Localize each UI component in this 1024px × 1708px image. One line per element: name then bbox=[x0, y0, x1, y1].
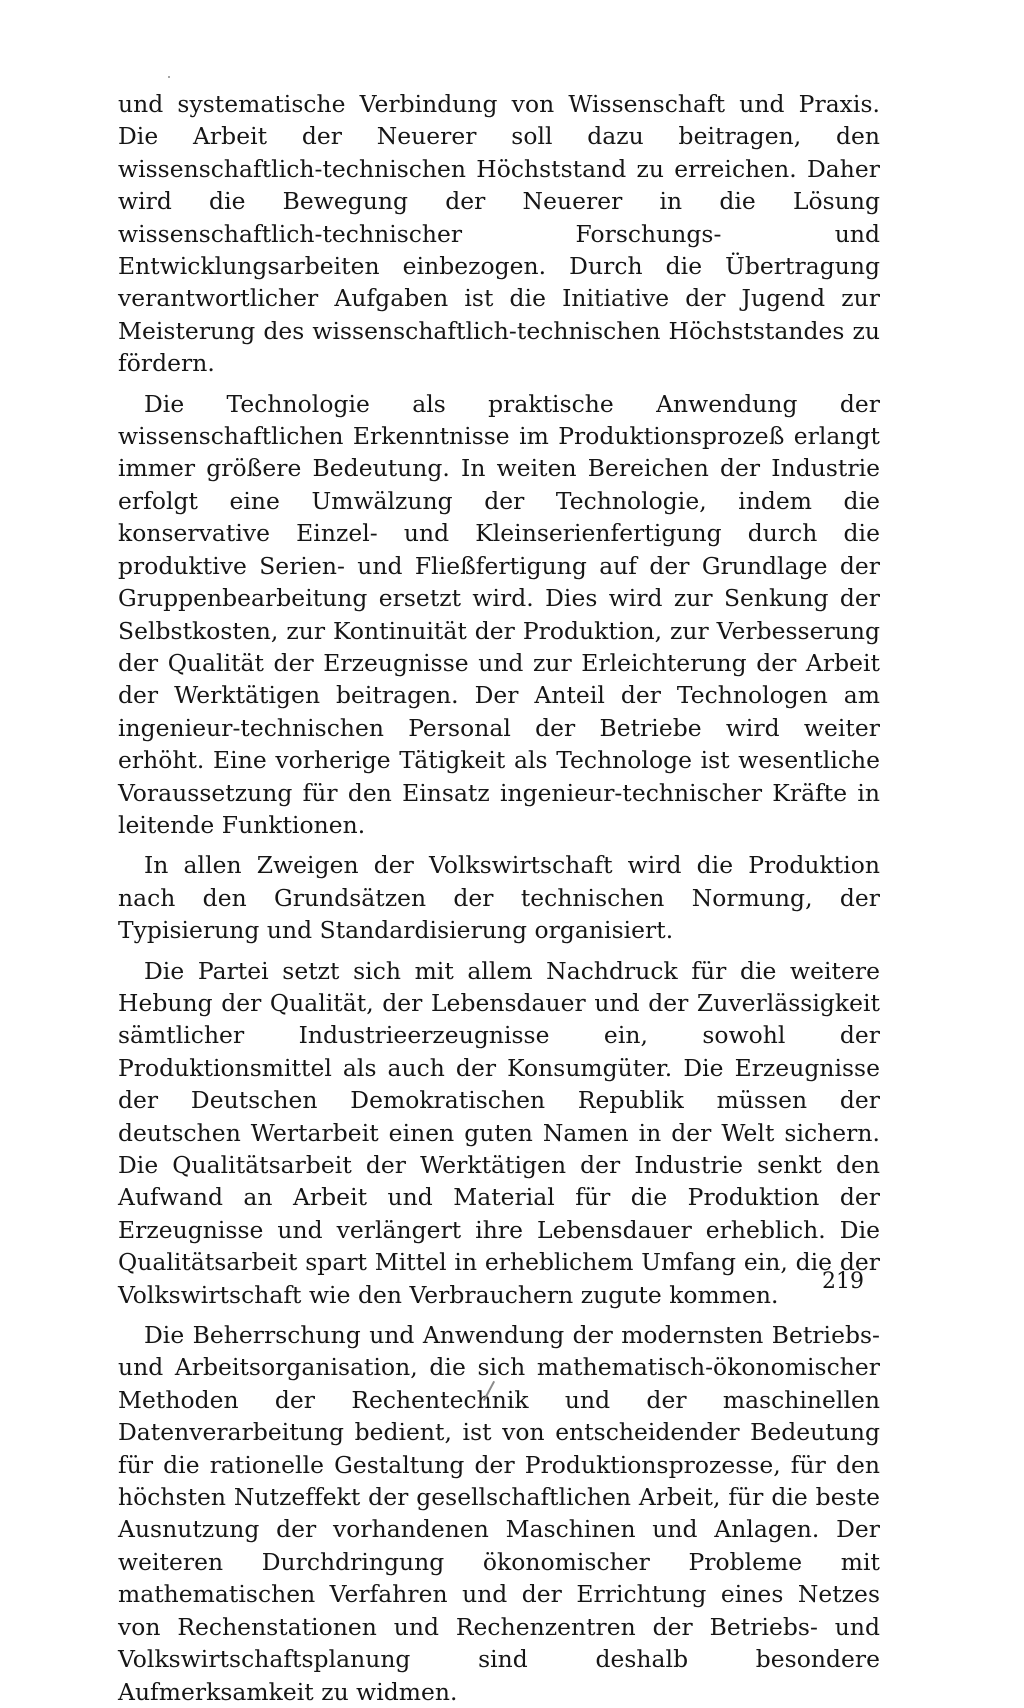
scan-speck bbox=[168, 76, 170, 78]
paragraph-technologie: Die Technologie als praktische Anwendung der wissenschaftlichen Erkenntnisse im Produktionsprozeß erlangt immer größere Bedeutung. In weiten Bereichen der Industrie erfolgt eine Umwälzung der Technologie, indem die konservative Einzel- und Kleinserienfertigung durch die produktive Serien- und Fließfertigung auf der Grundlage der Gruppenbearbeitung ersetzt wird. Dies wird zur Senkung der Selbstkosten, zur Kontinuität der Produktion, zur Verbesserung der Qualität der Erzeugnisse und zur Erleichterung der Arbeit der Werktätigen beitragen. Der Anteil der Technologen am ingenieur-technischen Personal der Betriebe wird weiter erhöht. Eine vorherige Tätigkeit als Technologe ist wesentliche Voraussetzung für den Einsatz ingenieur-technischer Kräfte in leitende Funktionen. bbox=[118, 389, 880, 839]
page-number: 219 bbox=[822, 1269, 864, 1294]
paragraph-qualitaet: Die Partei setzt sich mit allem Nachdruck für die weitere Hebung der Qualität, der Lebensdauer und der Zuverlässigkeit sämtlicher Industrieerzeugnisse ein, sowohl der Produktionsmittel als auch der Konsumgüter. Die Erzeugnisse der Deutschen Demokratischen Republik müssen der deutschen Wertarbeit einen guten Namen in der Welt sichern. Die Qualitätsarbeit der Werktätigen der Industrie senkt den Aufwand an Arbeit und Material für die Produktion der Erzeugnisse und verlängert ihre Lebensdauer erheblich. Die Qualitätsarbeit spart Mittel in erheblichem Umfang ein, die der Volkswirtschaft wie den Verbrauchern zugute kommen. bbox=[118, 956, 880, 1309]
paragraph-normung: In allen Zweigen der Volkswirtschaft wird die Produktion nach den Grundsätzen der technischen Normung, der Typisierung und Standardisierung organisiert. bbox=[118, 851, 880, 945]
paragraph-continued: und systematische Verbindung von Wissenschaft und Praxis. Die Arbeit der Neuerer soll dazu beitragen, den wissenschaftlich-technischen Höchststand zu erreichen. Daher wird die Bewegung der Neuerer in die Lösung wissenschaftlich-technischer Forschungs- und Entwicklungsarbeiten einbezogen. Durch die Übertragung verantwortlicher Aufgaben ist die Initiative der Jugend zur Meisterung des wissenschaftlich-technischen Höchststandes zu fördern. bbox=[118, 90, 880, 378]
body-text bbox=[118, 88, 880, 1708]
paragraph-organisation: Die Beherrschung und Anwendung der modernsten Betriebs- und Arbeitsorganisation, die sich mathematisch-ökonomischer Methoden der Rechentechnik und der maschinellen Datenverarbeitung bedient, ist von entscheidender Bedeutung für die rationelle Gestaltung der Produktionsprozesse, für den höchsten Nutzeffekt der gesellschaftlichen Arbeit, für die beste Ausnutzung der vorhandenen Maschinen und Anlagen. Der weiteren Durchdringung ökonomischer Probleme mit mathematischen Verfahren und der Errichtung eines Netzes von Rechenstationen und Rechenzentren der Betriebs- und Volkswirtschaftsplanung sind deshalb besondere Aufmerksamkeit zu widmen. bbox=[118, 1321, 880, 1706]
